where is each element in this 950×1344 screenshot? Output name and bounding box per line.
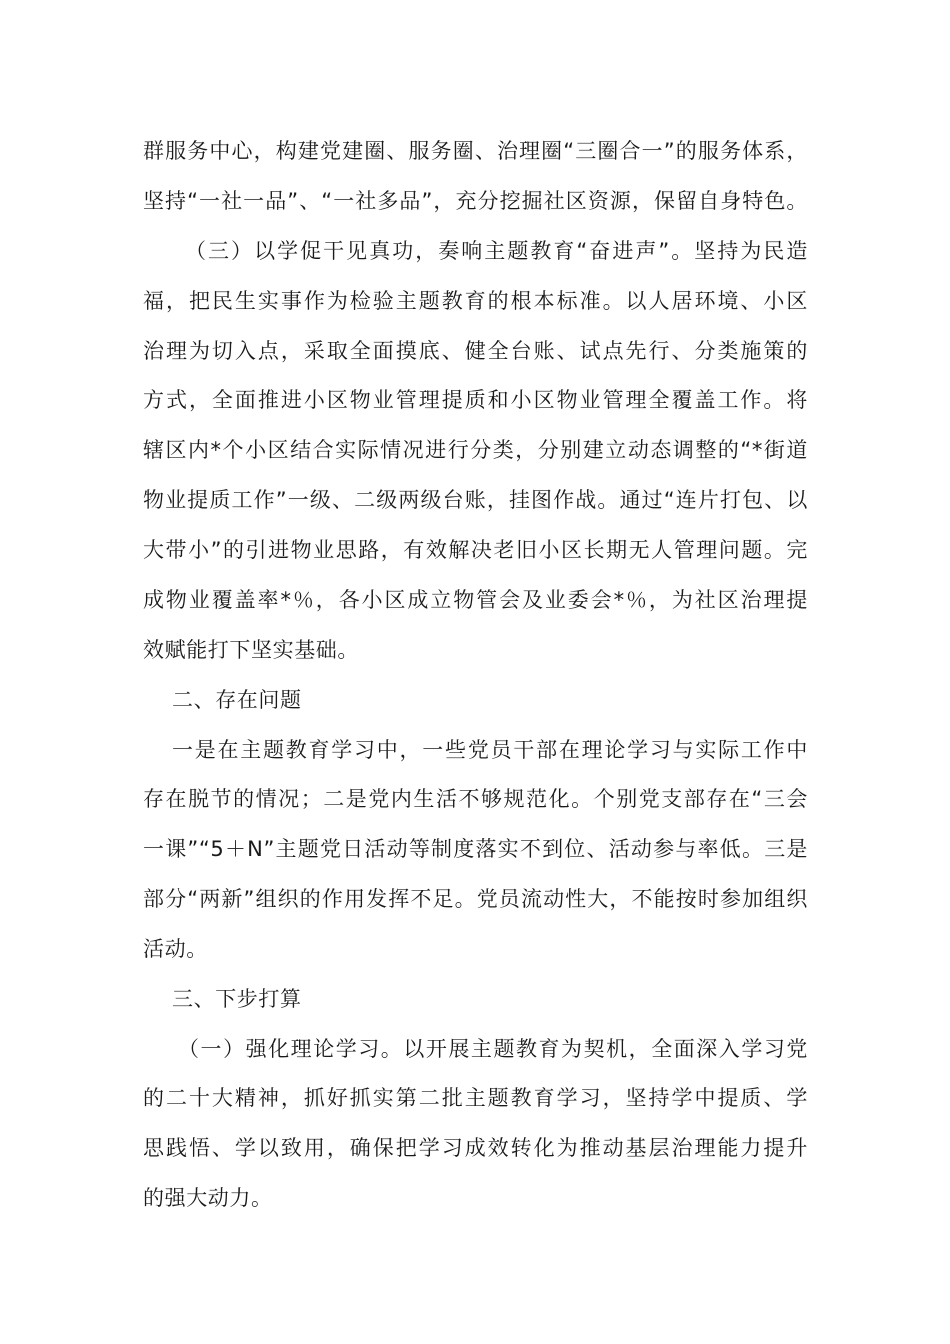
body-text-line: 辖区内*个小区结合实际情况进行分类，分别建立动态调整的“*街道 (143, 438, 808, 462)
body-text-line: 福，把民生实事作为检验主题教育的根本标准。以人居环境、小区 (143, 289, 808, 313)
body-text-line: 活动。 (143, 937, 208, 961)
body-text-line: 成物业覆盖率*％，各小区成立物管会及业委会*％，为社区治理提 (143, 588, 808, 612)
body-text-line: 大带小”的引进物业思路，有效解决老旧小区长期无人管理问题。完 (143, 538, 808, 562)
body-text-line: 一是在主题教育学习中，一些党员干部在理论学习与实际工作中 (172, 738, 808, 762)
body-text-line: 一课”“5＋N”主题党日活动等制度落实不到位、活动参与率低。三是 (143, 837, 808, 861)
body-text-line: 治理为切入点，采取全面摸底、健全台账、试点先行、分类施策的 (143, 339, 808, 363)
body-text-line: 部分“两新”组织的作用发挥不足。党员流动性大，不能按时参加组织 (143, 887, 808, 911)
body-text-line: 的二十大精神，抓好抓实第二批主题教育学习，坚持学中提质、学 (143, 1086, 808, 1110)
body-text-line: 的强大动力。 (143, 1186, 273, 1210)
body-text-line: 物业提质工作”一级、二级两级台账，挂图作战。通过“连片打包、以 (143, 488, 808, 512)
section-heading-next-steps: 三、下步打算 (172, 987, 302, 1011)
section-heading-problems: 二、存在问题 (172, 688, 302, 712)
body-text-line: 效赋能打下坚实基础。 (143, 638, 359, 662)
subsection-heading-one: （一）强化理论学习。以开展主题教育为契机，全面深入学习党 (178, 1037, 808, 1061)
body-text-line: 方式，全面推进小区物业管理提质和小区物业管理全覆盖工作。将 (143, 388, 808, 412)
body-text-line: 坚持“一社一品”、“一社多品”，充分挖掘社区资源，保留自身特色。 (143, 189, 808, 213)
body-text-line: 思践悟、学以致用，确保把学习成效转化为推动基层治理能力提升 (143, 1136, 808, 1160)
section-heading-three: （三）以学促干见真功，奏响主题教育“奋进声”。坚持为民造 (185, 239, 808, 263)
body-text-line: 存在脱节的情况；二是党内生活不够规范化。个别党支部存在“三会 (143, 787, 808, 811)
body-text-line: 群服务中心，构建党建圈、服务圈、治理圈“三圈合一”的服务体系， (143, 139, 808, 163)
